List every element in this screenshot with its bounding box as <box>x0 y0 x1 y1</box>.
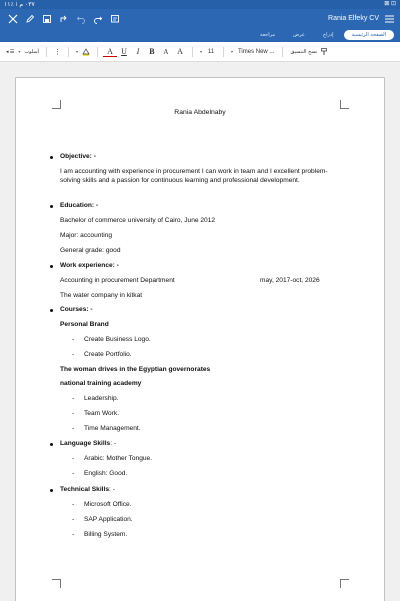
share-icon[interactable] <box>56 11 72 27</box>
dash-marker: - <box>72 531 75 538</box>
style-dropdown[interactable]: أسلوب <box>24 48 39 55</box>
dash-marker: - <box>72 455 75 462</box>
divider <box>223 47 224 57</box>
course-item: Team Work. <box>84 410 120 417</box>
format-painter-icon[interactable] <box>319 45 330 59</box>
dash-marker: - <box>72 470 75 477</box>
work-company: The water company in kitkat <box>60 292 143 299</box>
language-heading: Language Skills: - <box>60 440 117 447</box>
dash-marker: - <box>72 516 75 523</box>
italic-button[interactable]: I <box>136 47 140 56</box>
paragraph-direction-icon[interactable]: ◂ ☰ <box>6 48 15 55</box>
divider <box>68 47 69 57</box>
divider <box>192 47 193 57</box>
bullet-point <box>50 156 53 159</box>
bullet-point <box>50 443 53 446</box>
author-name: Rania Abdelnaby <box>174 109 226 116</box>
document-canvas[interactable] <box>0 62 400 601</box>
bullet-point <box>50 265 53 268</box>
bullet-point <box>50 205 53 208</box>
redo-icon[interactable] <box>90 11 106 27</box>
highlight-icon[interactable] <box>80 45 92 59</box>
language-item: English: Good. <box>84 470 128 477</box>
bold-button[interactable]: B <box>149 47 155 56</box>
education-heading: Education: - <box>60 202 99 209</box>
page-corner-mark <box>52 100 61 109</box>
divider <box>97 47 98 57</box>
dash-marker: - <box>72 336 75 343</box>
dash-marker: - <box>72 351 75 358</box>
page-corner-mark <box>340 100 349 109</box>
undo-icon[interactable] <box>73 11 89 27</box>
font-size-field[interactable]: 11 <box>207 48 215 55</box>
dash-marker: - <box>72 410 75 417</box>
chevron-down-icon[interactable]: ▾ <box>199 49 202 54</box>
technical-heading: Technical Skills: - <box>60 486 115 493</box>
technical-item: SAP Application. <box>84 516 133 523</box>
format-painter-button[interactable]: نسخ التنسيق <box>290 48 318 55</box>
woman-drives-title: The woman drives in the Egyptian governorates <box>60 366 211 373</box>
formatting-toolbar <box>0 42 400 62</box>
grow-font-button[interactable]: A <box>177 47 183 56</box>
divider <box>282 47 283 57</box>
bullet-point <box>50 309 53 312</box>
save-icon[interactable] <box>39 11 55 27</box>
education-line: Bachelor of commerce university of Cairo, June 2012 <box>60 217 216 224</box>
tab-review[interactable]: مراجعة <box>260 32 276 38</box>
chevron-down-icon[interactable]: ▾ <box>230 49 233 54</box>
close-icon[interactable] <box>5 11 21 27</box>
font-name-field[interactable]: Times New ... <box>237 48 275 55</box>
objective-heading: Objective: - <box>60 153 96 160</box>
more-options-icon[interactable]: ⋮ <box>53 48 61 56</box>
hamburger-menu-icon[interactable] <box>383 13 395 25</box>
status-indicators: ٠٣٧ م ⁞ ٪١١ <box>4 1 35 8</box>
education-line: Major: accounting <box>60 232 113 239</box>
page-corner-mark <box>340 579 349 588</box>
tab-home[interactable]: الصفحة الرئيسية <box>344 30 395 40</box>
document-title: Rania Elfeky CV <box>328 15 379 22</box>
status-bar <box>0 0 400 9</box>
objective-text: I am accounting with experience in procurement I can work in team and I excellent problem-solving skills and a passion for continuous learning and professional development. <box>60 168 328 184</box>
bullet-point <box>50 489 53 492</box>
work-role: Accounting in procurement Department <box>60 277 175 284</box>
education-line: General grade: good <box>60 247 121 254</box>
work-heading: Work experience: - <box>60 262 119 269</box>
personal-brand-title: Personal Brand <box>60 321 109 328</box>
national-academy-title: national training academy <box>60 380 142 387</box>
pen-edit-icon[interactable] <box>22 11 38 27</box>
ribbon-tabs <box>0 28 400 42</box>
document-page[interactable] <box>16 78 384 601</box>
course-item: Create Business Logo. <box>84 336 151 343</box>
page-corner-mark <box>52 579 61 588</box>
chevron-down-icon[interactable]: ▾ <box>75 49 78 54</box>
technical-item: Billing System. <box>84 531 128 538</box>
font-color-button[interactable]: A <box>103 46 117 57</box>
language-item: Arabic: Mother Tongue. <box>84 455 153 462</box>
underline-button[interactable]: U <box>121 47 127 56</box>
work-dates: may, 2017-oct, 2026 <box>260 277 320 284</box>
status-notification-icons: ⊠ ⊡ <box>384 1 396 7</box>
technical-item: Microsoft Office. <box>84 501 132 508</box>
tab-insert[interactable]: إدراج <box>322 32 334 38</box>
courses-heading: Courses: - <box>60 306 93 313</box>
title-bar <box>0 9 400 28</box>
dash-marker: - <box>72 395 75 402</box>
shrink-font-button[interactable]: A <box>163 47 169 56</box>
chevron-down-icon[interactable]: ▾ <box>18 49 21 54</box>
read-mode-icon[interactable] <box>107 11 123 27</box>
divider <box>46 47 47 57</box>
course-item: Time Management. <box>84 425 141 432</box>
tab-view[interactable]: عرض <box>293 32 305 38</box>
dash-marker: - <box>72 501 75 508</box>
dash-marker: - <box>72 425 75 432</box>
course-item: Create Portfolio. <box>84 351 132 358</box>
course-item: Leadership. <box>84 395 119 402</box>
